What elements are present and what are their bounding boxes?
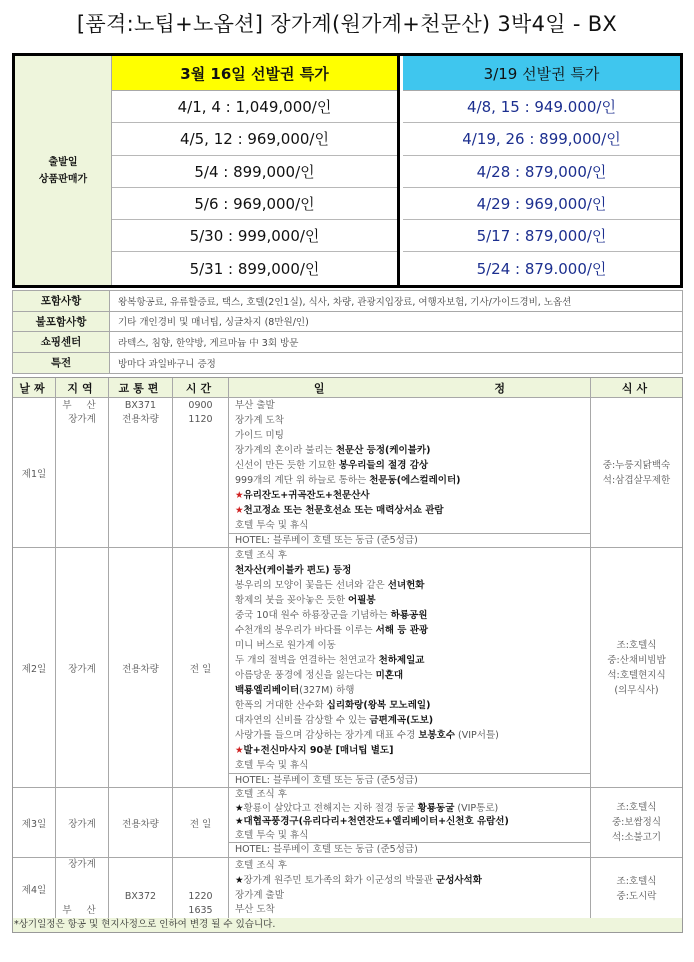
schedule-line: 봉우리의 모양이 꽃을든 선녀와 같은 선녀헌화 (235, 580, 425, 591)
meal-item: 조:호텔식 (616, 875, 657, 887)
info-value: 왕복항공료, 유류할증료, 택스, 호텔(2인1실), 식사, 차량, 관광지입장료, 여행자보험, 기사/가이드경비, 노옵션 (118, 296, 572, 308)
meal-cell (591, 548, 682, 787)
schedule-line: 대자연의 신비를 감상할 수 있는 금편계곡(도보) (235, 715, 434, 726)
schedule-line: 아름당운 풍경에 정신을 잃는다는 미혼대 (235, 670, 404, 681)
schedule-cell (229, 788, 591, 857)
schedule-line: 가이드 미팅 (235, 430, 284, 441)
meal-item: 중:도시락 (616, 890, 657, 902)
schedule-line: ★황룡이 살았다고 전해지는 지하 절경 동굴 황룡동굴 (VIP통로) (235, 802, 499, 814)
schedule-line: 999개의 계단 위 하늘로 통하는 천문동(에스컬레이터) (235, 475, 461, 486)
meal-cell (591, 398, 682, 547)
schedule-line: 백룡엘리베이터(327M) 하행 (235, 685, 355, 696)
region: 장가계 (68, 859, 96, 870)
time-cell: 전 일 (173, 548, 229, 787)
meal-item: 중:보쌈정식 (611, 817, 662, 828)
flight-number: BX372 (124, 891, 157, 902)
sale-price-label: 상품판매가 (38, 173, 88, 185)
price-cell: 5/31 : 899,000/인 (189, 260, 320, 279)
price-label-cell (15, 56, 112, 285)
schedule-line: 호텔 투숙 및 휴식 (235, 829, 309, 841)
info-value: 방마다 과일바구니 증정 (118, 358, 216, 370)
schedule-cell (229, 858, 591, 919)
meal-item: 조:호텔식 (616, 639, 657, 651)
transport-cell: 전용차량 (109, 548, 173, 787)
itinerary-table (12, 377, 683, 933)
schedule-line: 부산 도착 (235, 904, 275, 916)
meal-item: 조:호텔식 (616, 802, 657, 813)
price-cell: 4/19, 26 : 899,000/인 (403, 123, 680, 155)
header-schedule-b: 정 (494, 381, 506, 395)
time: 0900 (188, 400, 213, 411)
time-cell (173, 398, 229, 547)
hotel-info: HOTEL: 블루베이 호텔 또는 동급 (준5성급) (229, 773, 590, 788)
time: 1120 (188, 414, 213, 425)
itinerary-day-3 (13, 788, 682, 858)
info-row-excluded (13, 312, 682, 333)
schedule-cell (229, 398, 591, 547)
star-icon: ★ (235, 874, 244, 886)
region: 장가계 (68, 414, 96, 425)
schedule-line-highlight: ★천고정쇼 또는 천문호선쇼 또는 매력상서쇼 관람 (235, 505, 444, 516)
schedule-line: ★장가계 원주민 토가족의 화가 이군성의 박물관 군성사석화 (235, 874, 482, 886)
schedule-line: 두 개의 절벽을 연결하는 천연교각 천하제일교 (235, 655, 425, 666)
schedule-cell (229, 548, 591, 787)
region-cell (56, 858, 109, 919)
price-cell: 5/24 : 879.000/인 (476, 260, 607, 279)
schedule-line: 중국 10대 원수 하룡장군을 기념하는 하룡공원 (235, 610, 428, 621)
info-key: 포함사항 (13, 291, 110, 311)
header-region: 지역 (56, 378, 109, 397)
star-icon: ★ (235, 490, 244, 501)
schedule-line: 호텔 투숙 및 휴식 (235, 760, 309, 771)
price-cell: 5/6 : 969,000/인 (112, 188, 397, 220)
price-column-header: 3/19 선발권 특가 (403, 56, 680, 91)
transport: 전용차량 (122, 414, 159, 425)
price-cell: 5/17 : 879,000/인 (403, 220, 680, 252)
info-key: 쇼핑센터 (13, 332, 110, 352)
price-cell: 4/1, 4 : 1,049,000/인 (112, 91, 397, 123)
price-cell: 4/29 : 969,000/인 (403, 188, 680, 220)
schedule-line: 호텔 조식 후 (235, 789, 287, 800)
schedule-line: 장가계 도착 (235, 415, 284, 426)
meal-item: 석:삼겹살무제한 (602, 474, 671, 486)
schedule-line: 호텔 투숙 및 휴식 (235, 520, 309, 531)
day-label: 제2일 (13, 548, 56, 787)
schedule-line: 천자산(케이블카 편도) 등정 (235, 565, 352, 576)
day-label: 제3일 (13, 788, 56, 857)
star-icon: ★ (235, 802, 244, 814)
header-meal: 식사 (621, 381, 652, 395)
info-key: 특전 (13, 353, 110, 374)
schedule-line: 사랑가를 들으며 감상하는 장가계 대표 수경 보봉호수 (VIP서틀) (235, 730, 499, 741)
hotel-info: HOTEL: 블루베이 호텔 또는 동급 (준5성급) (229, 533, 590, 548)
itinerary-header-row (13, 378, 682, 398)
header-date: 날짜 (13, 378, 56, 397)
schedule-line: 장가계 출발 (235, 889, 284, 901)
schedule-line: 황제의 붓을 꽂아놓은 듯한 어필봉 (235, 595, 376, 606)
region-cell (56, 398, 109, 547)
price-column-header: 3월 16일 선발권 특가 (112, 56, 397, 91)
hotel-info: HOTEL: 블루베이 호텔 또는 동급 (준5성급) (229, 842, 590, 857)
info-row-shopping (13, 332, 682, 353)
info-row-included (13, 291, 682, 312)
star-icon: ★ (235, 745, 244, 756)
price-cell: 4/8, 15 : 949.000/인 (403, 91, 680, 123)
price-column-march16 (112, 56, 400, 285)
schedule-line-highlight: ★발+전신마사지 90분 [매너팁 별도] (235, 745, 394, 756)
price-column-march19 (403, 56, 680, 285)
schedule-line: 한폭의 거대한 산수화 십리화랑(왕복 모노레일) (235, 700, 431, 711)
schedule-line: 호텔 조식 후 (235, 550, 287, 561)
price-cell: 4/5, 12 : 969,000/인 (112, 123, 397, 155)
day-label: 제4일 (13, 858, 56, 919)
price-cell: 5/30 : 999,000/인 (112, 220, 397, 252)
transport-cell (109, 398, 173, 547)
schedule-line-highlight: ★유리잔도+귀곡잔도+천문산사 (235, 490, 370, 501)
info-value: 라텍스, 침향, 한약방, 게르마늄 中 3회 방문 (118, 337, 299, 349)
header-transport: 교통편 (109, 378, 173, 397)
info-value: 기타 개인경비 및 매너팁, 싱글차지 (8만원/인) (118, 317, 309, 329)
price-cell: 4/28 : 879,000/인 (403, 156, 680, 188)
price-cell: 5/4 : 899,000/인 (112, 156, 397, 188)
schedule-line: 미니 버스로 원가계 이동 (235, 640, 336, 651)
disclaimer-note: *상기일정은 항공 및 현지사정으로 인하여 변경 될 수 있습니다. (13, 918, 682, 932)
header-schedule-a: 일 (313, 381, 325, 395)
header-time: 시간 (173, 378, 229, 397)
schedule-line: 부산 출발 (235, 400, 275, 411)
schedule-line-highlight: ★대협곡풍경구(유리다리+천연잔도+엘리베이터+신천호 유람선) (235, 816, 509, 827)
itinerary-day-2 (13, 548, 682, 788)
flight-number: BX371 (124, 400, 157, 411)
schedule-line: 신선이 만든 듯한 기묘한 봉우리들의 절경 감상 (235, 460, 429, 471)
itinerary-day-1 (13, 398, 682, 548)
meal-item: (의무식사) (614, 684, 659, 696)
region-cell: 장가계 (56, 788, 109, 857)
itinerary-day-4 (13, 858, 682, 919)
meal-item: 석:소불고기 (611, 832, 662, 843)
meal-item: 석:호텔현지식 (607, 669, 666, 681)
day-label: 제1일 (13, 398, 56, 547)
meal-cell (591, 788, 682, 857)
time: 1635 (188, 905, 213, 916)
schedule-line: 호텔 조식 후 (235, 860, 287, 871)
header-schedule (229, 378, 591, 397)
region: 부 산 (62, 905, 102, 916)
transport-cell (109, 858, 173, 919)
time-cell (173, 858, 229, 919)
meal-item: 중:누룽지닭백숙 (602, 459, 671, 471)
region-cell: 장가계 (56, 548, 109, 787)
time-cell: 전 일 (173, 788, 229, 857)
region: 부 산 (62, 400, 102, 411)
info-key: 불포함사항 (13, 312, 110, 332)
schedule-line: 장가계의 혼이라 불리는 천문산 등정(케이블카) (235, 445, 431, 456)
departure-label: 출발일 (48, 156, 78, 168)
info-table (12, 290, 683, 374)
price-table (12, 53, 683, 288)
meal-cell (591, 858, 682, 919)
page-title: [품격:노팁+노옵션] 장가계(원가계+천문산) 3박4일 - BX (76, 12, 618, 36)
transport-cell: 전용차량 (109, 788, 173, 857)
star-icon: ★ (235, 505, 244, 516)
schedule-line: 수천개의 봉우리가 바다를 이루는 서해 등 관광 (235, 625, 429, 636)
info-row-benefit (13, 353, 682, 374)
time: 1220 (188, 891, 213, 902)
meal-item: 중:산채비빔밥 (607, 654, 666, 666)
star-icon: ★ (235, 816, 244, 827)
